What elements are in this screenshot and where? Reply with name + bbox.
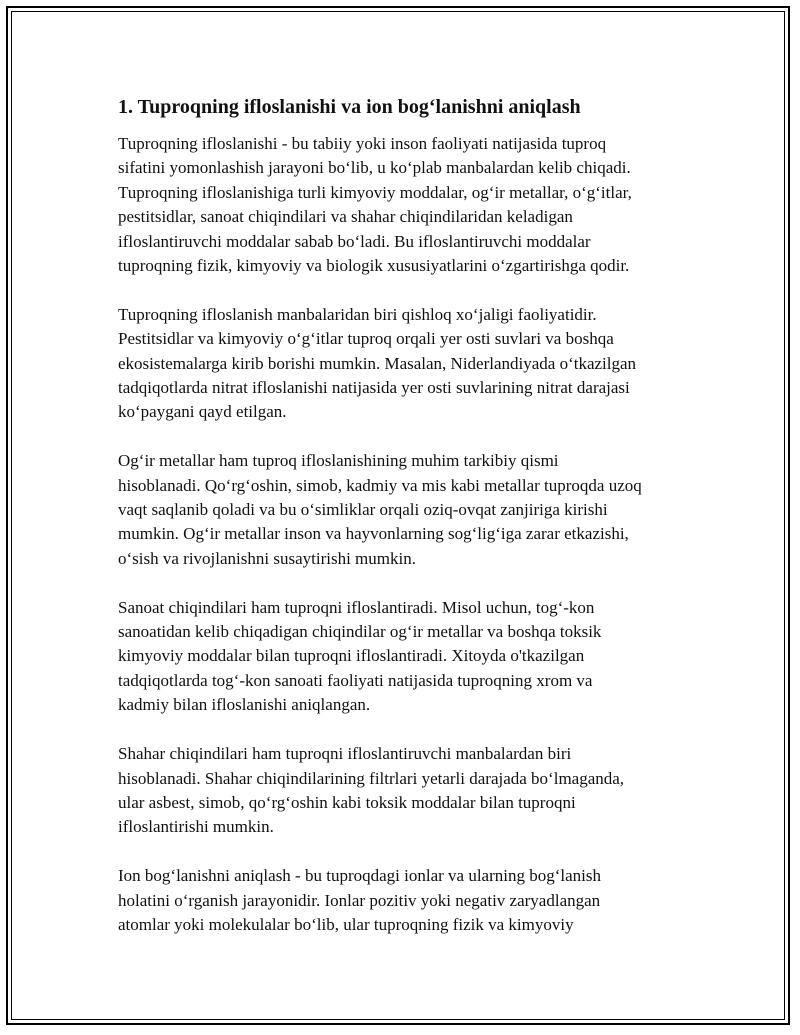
paragraph-heavy-metals [118, 449, 698, 571]
text-line: Pestitsidlar va kimyoviy o‘g‘itlar tuproq orqali yer osti suvlari va boshqa [118, 329, 614, 349]
text-line: holatini o‘rganish jarayonidir. Ionlar pozitiv yoki negativ zaryadlangan [118, 890, 601, 910]
text-line: ifloslantirishi mumkin. [118, 817, 274, 837]
text-line: sifatini yomonlashish jarayoni bo‘lib, u ko‘plab manbalardan kelib chiqadi. [118, 158, 631, 178]
text-line: vaqt saqlanib qoladi va bu o‘simliklar orqali oziq-ovqat zanjiriga kirishi [118, 500, 608, 520]
text-line: Sanoat chiqindilari ham tuproqni ifloslantiradi. Misol uchun, tog‘-kon [118, 597, 595, 617]
text-line: o‘sish va rivojlanishni susaytirishi mumkin. [118, 548, 416, 568]
text-line: hisoblanadi. Qo‘rg‘oshin, simob, kadmiy va mis kabi metallar tuproqda uzoq [118, 475, 642, 495]
text-line: ifloslantiruvchi moddalar sabab bo‘ladi. Bu ifloslantiruvchi moddalar [118, 231, 591, 251]
document-body [118, 94, 698, 962]
text-line: Og‘ir metallar ham tuproq ifloslanishining muhim tarkibiy qismi [118, 451, 559, 471]
text-line: Shahar chiqindilari ham tuproqni ifloslantiruvchi manbalardan biri [118, 744, 572, 764]
text-line: hisoblanadi. Shahar chiqindilarining filtrlari yetarli darajada bo‘lmaganda, [118, 768, 625, 788]
text-line: sanoatidan kelib chiqadigan chiqindilar og‘ir metallar va boshqa toksik [118, 622, 602, 642]
text-line: ko‘paygani qayd etilgan. [118, 402, 287, 422]
text-line: Tuproqning ifloslanishi - bu tabiiy yoki inson faoliyati natijasida tuproq [118, 134, 607, 153]
text-line: mumkin. Og‘ir metallar inson va hayvonlarning sog‘lig‘iga zarar etkazishi, [118, 524, 629, 544]
section-title: 1. Tuproqning ifloslanishi va ion bog‘lanishni aniqlash [118, 96, 581, 118]
paragraph-urban-waste [118, 742, 698, 840]
text-line: ekosistemalarga kirib borishi mumkin. Masalan, Niderlandiyada o‘tkazilgan [118, 353, 637, 373]
paragraph-industrial-waste [118, 596, 698, 718]
text-line: Ion bog‘lanishni aniqlash - bu tuproqdagi ionlar va ularning bog‘lanish [118, 866, 601, 886]
text-line: pestitsidlar, sanoat chiqindilari va shahar chiqindilaridan keladigan [118, 207, 573, 227]
paragraph-soil-pollution-definition [118, 132, 698, 278]
text-line: tuproqning fizik, kimyoviy va biologik xususiyatlarini o‘zgartirishga qodir. [118, 256, 630, 276]
text-line: tadqiqotlarda nitrat ifloslanishi natijasida yer osti suvlarining nitrat darajasi [118, 378, 630, 398]
text-line: tadqiqotlarda tog‘-kon sanoati faoliyati natijasida tuproqning xrom va [118, 670, 593, 690]
text-line: atomlar yoki molekulalar bo‘lib, ular tuproqning fizik va kimyoviy [118, 914, 574, 934]
text-line: kimyoviy moddalar bilan tuproqni ifloslantiradi. Xitoyda o'tkazilgan [118, 646, 585, 666]
text-line: Tuproqning ifloslanish manbalaridan biri qishloq xo‘jaligi faoliyatidir. [118, 304, 597, 324]
text-line: kadmiy bilan ifloslanishi aniqlangan. [118, 695, 371, 715]
paragraph-agriculture-source [118, 303, 698, 425]
text-line: ular asbest, simob, qo‘rg‘oshin kabi toksik moddalar bilan tuproqni [118, 792, 576, 812]
paragraph-ion-bonding [118, 864, 698, 937]
text-line: Tuproqning ifloslanishiga turli kimyoviy moddalar, og‘ir metallar, o‘g‘itlar, [118, 182, 632, 202]
